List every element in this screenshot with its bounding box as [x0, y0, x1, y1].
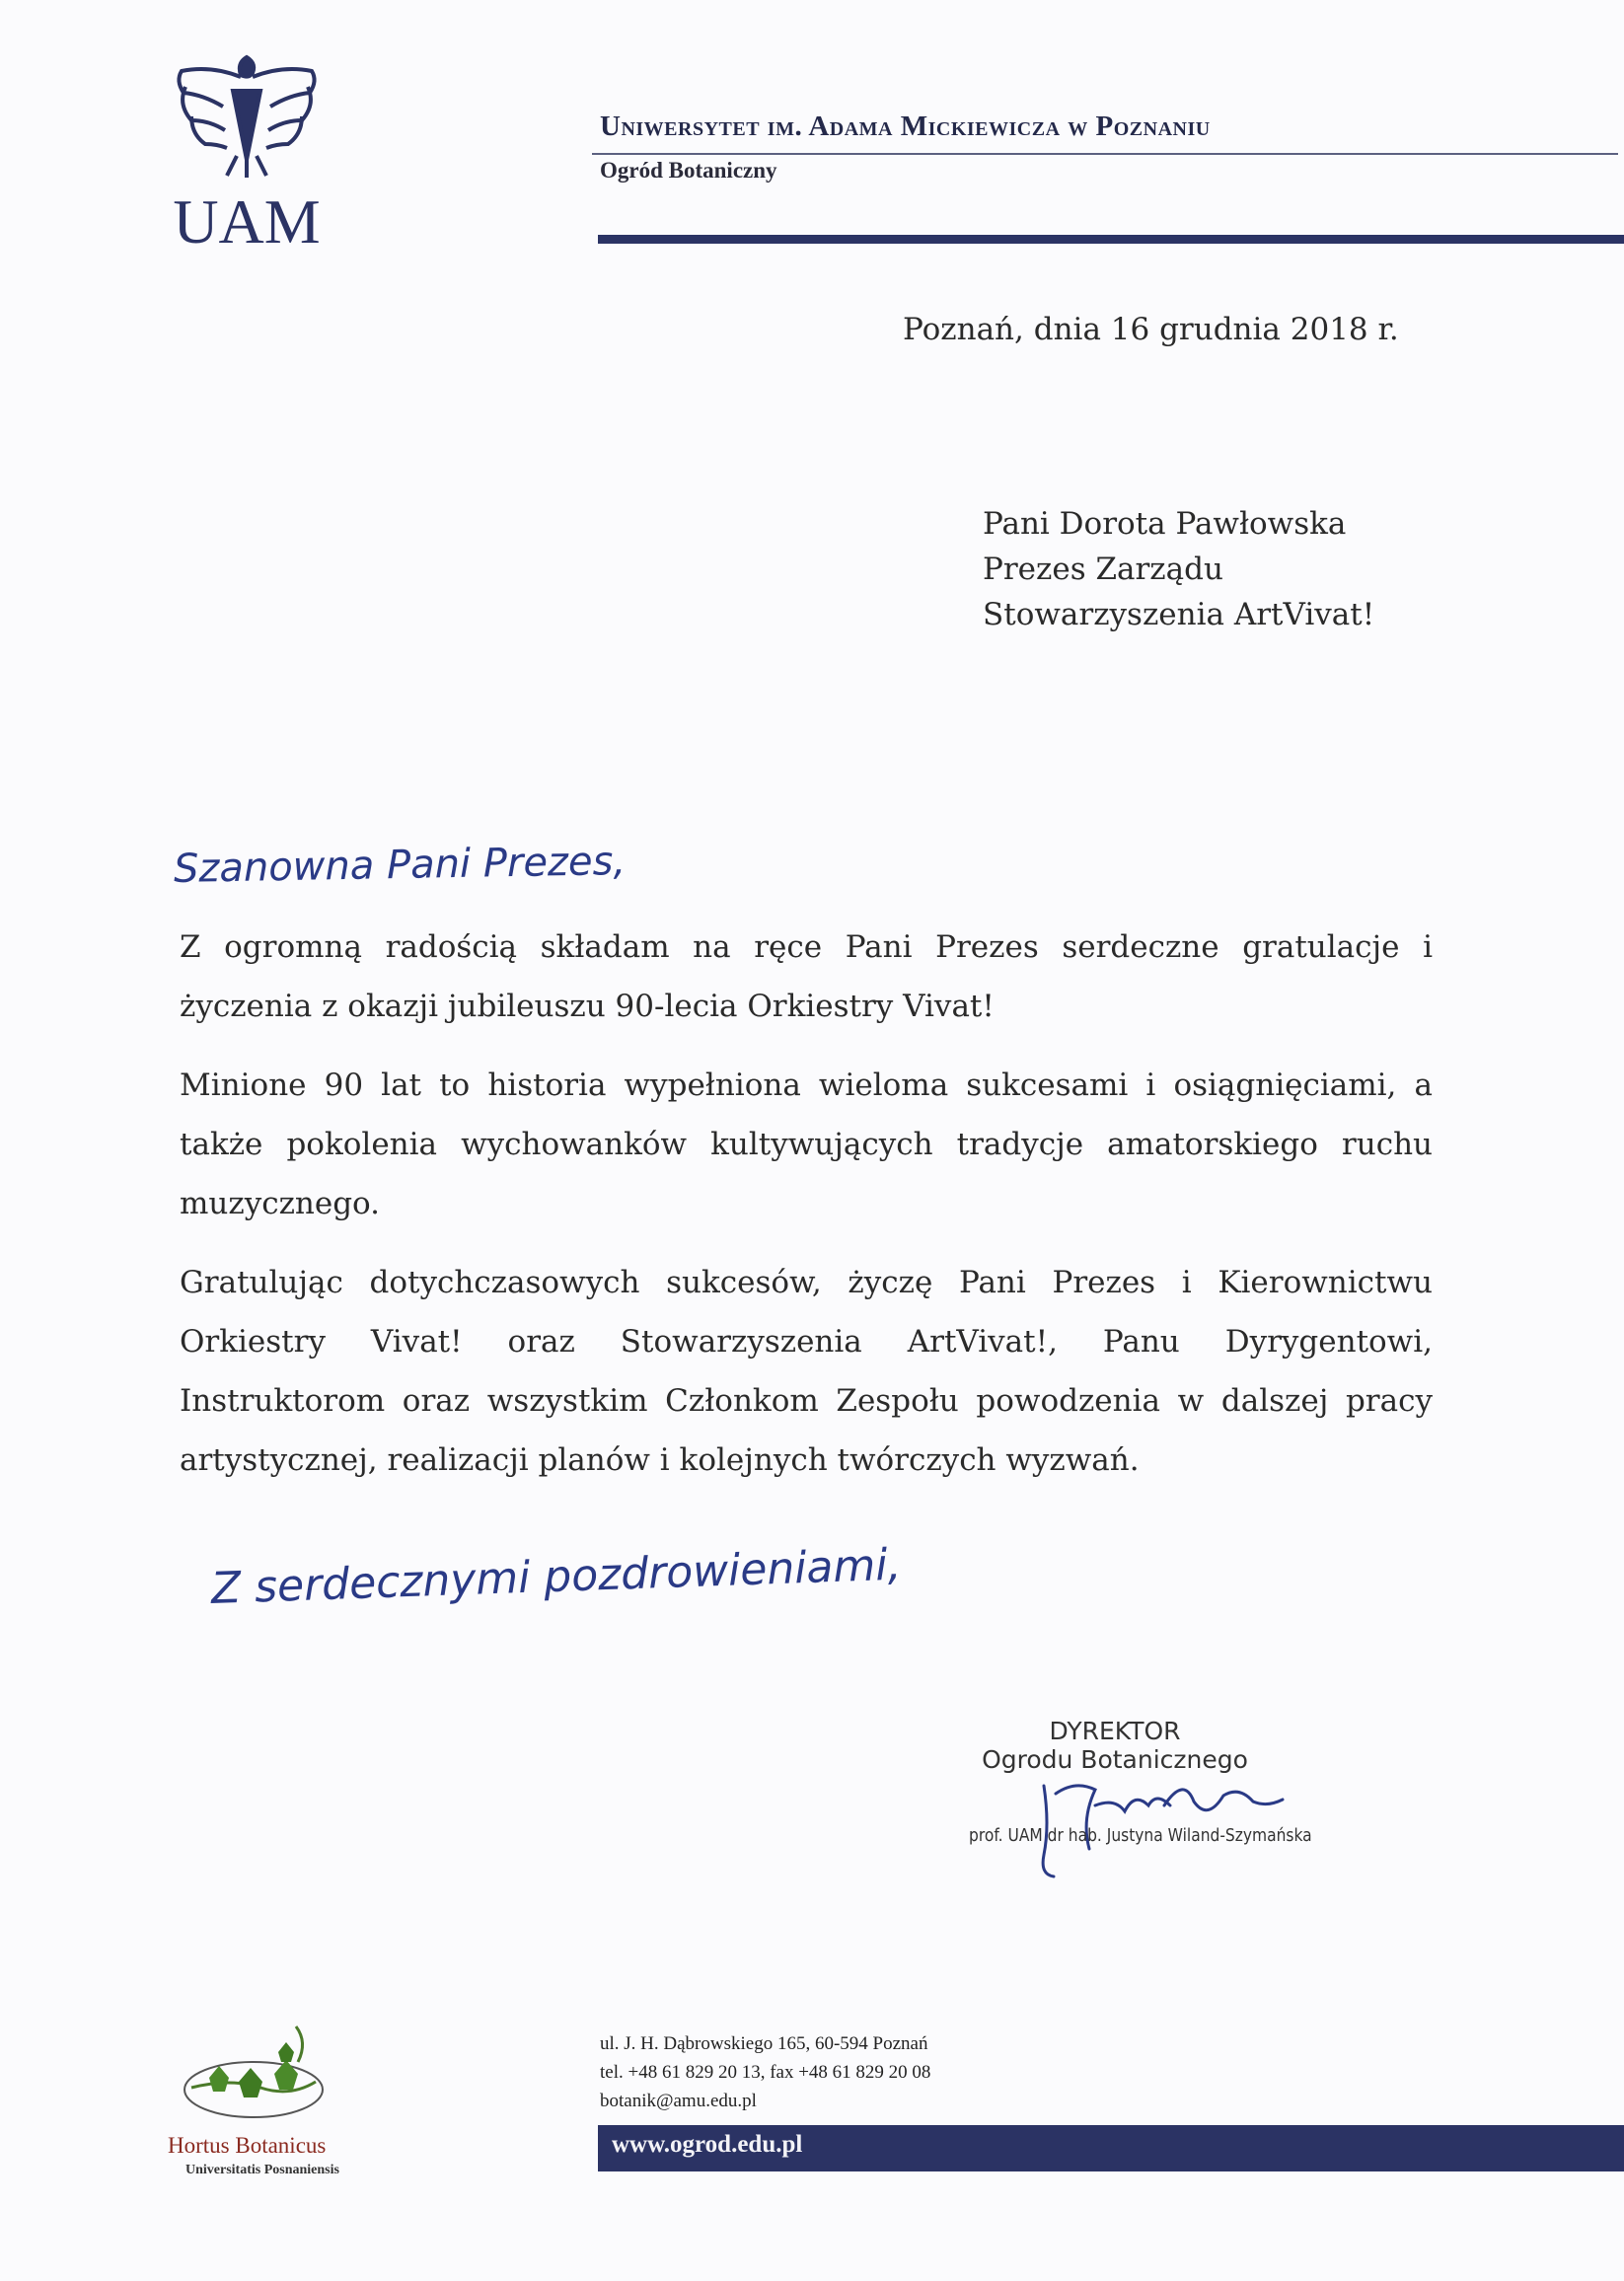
signature-subtitle: Ogrodu Botanicznego — [982, 1745, 1248, 1774]
garden-logo — [180, 2023, 328, 2131]
website-link[interactable]: www.ogrod.edu.pl — [612, 2131, 803, 2158]
signatory-name: prof. UAM dr hab. Justyna Wiland-Szymańska — [969, 1825, 1312, 1846]
paragraph: Gratulując dotychczasowych sukcesów, życzę Pani Prezes i Kierownictwu Orkiestry Vivat! oraz Stowarzyszenia ArtVivat!, Panu Dyrygentowi, Instruktorom oraz wszystkim Członkom Zespołu powodzenia w dalszej pracy artystycznej, realizacji planów i kolejnych twórczych wyzwań. — [180, 1265, 1433, 1478]
addressee-organization: Stowarzyszenia ArtVivat! — [983, 597, 1375, 632]
addressee-name: Pani Dorota Pawłowska — [983, 506, 1347, 542]
university-logo — [158, 47, 335, 255]
header-divider — [592, 153, 1618, 155]
email[interactable]: botanik@amu.edu.pl — [600, 2091, 757, 2111]
signature-title: DYREKTOR — [1049, 1717, 1181, 1745]
handwritten-closing: Z serdecznymi pozdrowieniami, — [210, 1539, 903, 1614]
address: ul. J. H. Dąbrowskiego 165, 60-594 Poznań — [600, 2033, 928, 2054]
letter-date: Poznań, dnia 16 grudnia 2018 r. — [903, 312, 1399, 347]
paragraph: Minione 90 lat to historia wypełniona wieloma sukcesami i osiągnięciami, a także pokolenia wychowanków kultywujących tradycje amatorskiego ruchu muzycznego. — [180, 1067, 1433, 1221]
garden-subtitle: Universitatis Posnaniensis — [185, 2163, 339, 2177]
addressee-block — [983, 501, 1374, 637]
paragraph: Z ogromną radością składam na ręce Pani Prezes serdeczne gratulacje i życzenia z okazji jubileuszu 90-lecia Orkiestry Vivat! — [180, 929, 1433, 1024]
ivy-leaves-icon — [180, 2023, 328, 2131]
unit-name: Ogród Botaniczny — [600, 158, 777, 183]
handwritten-salutation: Szanowna Pani Prezes, — [173, 839, 627, 892]
garden-name: Hortus Botanicus — [168, 2133, 327, 2158]
phone-fax: tel. +48 61 829 20 13, fax +48 61 829 20 08 — [600, 2062, 931, 2083]
logo-text: UAM — [173, 186, 321, 255]
addressee-role: Prezes Zarządu — [983, 552, 1223, 587]
eagle-crest-icon — [158, 47, 335, 255]
contact-block — [600, 2029, 930, 2115]
header-bar — [598, 235, 1624, 244]
university-name: Uniwersytet im. Adama Mickiewicza w Poznaniu — [600, 110, 1211, 142]
